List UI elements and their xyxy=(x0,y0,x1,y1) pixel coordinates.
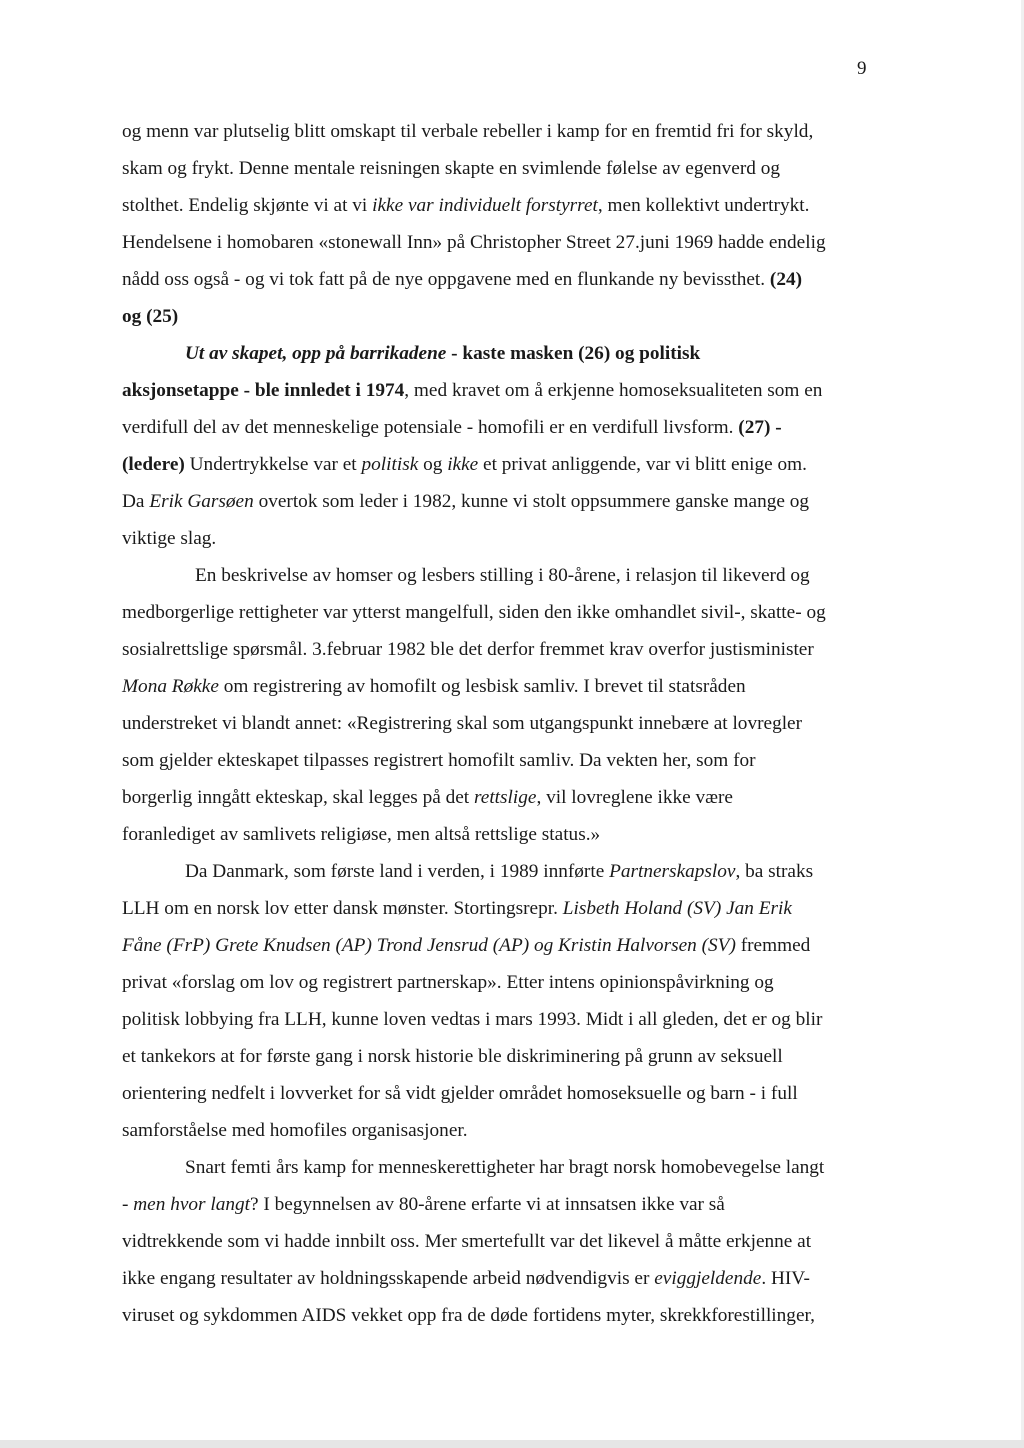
text-line xyxy=(122,1297,882,1334)
bold-text: - kaste masken (26) og politisk xyxy=(446,343,701,364)
text-segment: viktige slag. xyxy=(122,528,217,549)
text-line xyxy=(122,594,882,631)
text-line xyxy=(122,557,882,594)
text-line xyxy=(122,927,882,964)
text-line xyxy=(122,483,882,520)
text-segment: - xyxy=(122,1194,134,1215)
text-segment: samforståelse med homofiles organisasjoner. xyxy=(122,1120,468,1141)
text-line xyxy=(122,446,882,483)
text-segment: foranlediget av samlivets religiøse, men altså rettslige status.» xyxy=(122,824,601,845)
emphasis-text: ikke xyxy=(447,454,479,475)
emphasis-text: Mona Røkke xyxy=(122,676,219,697)
text-segment: viruset og sykdommen AIDS vekket opp fra de døde fortidens myter, skrekkforestillinger, xyxy=(122,1305,815,1326)
text-line xyxy=(122,742,882,779)
emphasis-text: men hvor langt xyxy=(133,1194,250,1215)
text-line xyxy=(122,261,882,298)
bold-text: (24) xyxy=(769,269,803,290)
bold-text: aksjonsetappe - ble innledet i 1974 xyxy=(122,380,405,401)
scan-bottom-edge xyxy=(0,1440,1024,1448)
text-segment: . HIV- xyxy=(761,1268,810,1289)
text-segment: overtok som leder i 1982, kunne vi stolt oppsummere ganske mange og xyxy=(253,491,810,512)
bold-text: (ledere) xyxy=(122,454,185,475)
emphasis-text: eviggjeldende xyxy=(654,1268,762,1289)
text-segment: LLH om en norsk lov etter dansk mønster. Stortingsrepr. xyxy=(122,898,563,919)
page-number: 9 xyxy=(857,58,867,79)
text-line xyxy=(122,372,882,409)
text-segment: ikke engang resultater av holdningsskapende arbeid nødvendigvis er xyxy=(122,1268,655,1289)
bold-text: og (25) xyxy=(122,306,179,327)
text-segment: orientering nedfelt i lovverket for så vidt gjelder området homoseksuelle og barn - i full xyxy=(122,1083,798,1104)
bold-text: (27) - xyxy=(738,417,782,438)
text-segment: verdifull del av det menneskelige potensiale - homofili er en verdifull livsform. xyxy=(122,417,739,438)
text-line xyxy=(122,224,882,261)
text-line xyxy=(122,187,882,224)
text-line xyxy=(122,816,882,853)
text-segment: om registrering av homofilt og lesbisk samliv. I brevet til statsråden xyxy=(218,676,746,697)
text-segment: et tankekors at for første gang i norsk historie ble diskriminering på grunn av seksuell xyxy=(122,1046,783,1067)
emphasis-text: politisk xyxy=(361,454,419,475)
text-line xyxy=(122,890,882,927)
text-segment: fremmed xyxy=(735,935,811,956)
text-segment: borgerlig inngått ekteskap, skal legges på det xyxy=(122,787,474,808)
emphasis-text: Fåne (FrP) Grete Knudsen (AP) Trond Jensrud (AP) og Kristin Halvorsen (SV) xyxy=(122,935,736,956)
text-line xyxy=(122,1223,882,1260)
text-line xyxy=(122,964,882,1001)
text-segment: privat «forslag om lov og registrert partnerskap». Etter intens opinionspåvirkning og xyxy=(122,972,774,993)
text-segment: , med kravet om å erkjenne homoseksualiteten som en xyxy=(404,380,823,401)
text-line xyxy=(122,1260,882,1297)
text-segment: , vil lovreglene ikke være xyxy=(536,787,733,808)
text-segment: nådd oss også - og vi tok fatt på de nye oppgavene med en flunkande ny bevissthet. xyxy=(122,269,770,290)
text-segment: som gjelder ekteskapet tilpasses registrert homofilt samliv. Da vekten her, som for xyxy=(122,750,756,771)
text-segment: vidtrekkende som vi hadde innbilt oss. Mer smertefullt var det likevel å måtte erkjenne at xyxy=(122,1231,812,1252)
text-segment: sosialrettslige spørsmål. 3.februar 1982 ble det derfor fremmet krav overfor justisminister xyxy=(122,639,814,660)
emphasis-text: Erik Garsøen xyxy=(149,491,254,512)
text-segment: et privat anliggende, var vi blitt enige om. xyxy=(478,454,807,475)
text-segment: og menn var plutselig blitt omskapt til verbale rebeller i kamp for en fremtid fri for skyld, xyxy=(122,121,814,142)
text-segment: Da xyxy=(122,491,150,512)
text-line xyxy=(122,779,882,816)
text-line xyxy=(122,409,882,446)
text-line xyxy=(122,1001,882,1038)
text-segment: understreket vi blandt annet: «Registrering skal som utgangspunkt innebære at lovregler xyxy=(122,713,803,734)
text-segment: Da Danmark, som første land i verden, i 1989 innførte xyxy=(185,861,610,882)
text-line xyxy=(122,1038,882,1075)
text-segment: ? I begynnelsen av 80-årene erfarte vi at innsatsen ikke var så xyxy=(250,1194,725,1215)
text-segment: , ba straks xyxy=(735,861,814,882)
text-segment: Snart femti års kamp for menneskerettigheter har bragt norsk homobevegelse langt xyxy=(185,1157,825,1178)
emphasis-text: rettslige xyxy=(473,787,537,808)
text-line xyxy=(122,298,882,335)
text-segment: , men kollektivt undertrykt. xyxy=(597,195,810,216)
text-segment: stolthet. Endelig skjønte vi at vi xyxy=(122,195,373,216)
text-line xyxy=(122,1075,882,1112)
emphasis-text: Lisbeth Holand (SV) Jan Erik xyxy=(562,898,792,919)
text-segment: og xyxy=(418,454,448,475)
text-segment: politisk lobbying fra LLH, kunne loven vedtas i mars 1993. Midt i all gleden, det er og blir xyxy=(122,1009,823,1030)
emphasis-text: Partnerskapslov xyxy=(609,861,736,882)
text-segment: Undertrykkelse var et xyxy=(184,454,362,475)
text-line xyxy=(122,335,882,372)
text-segment: En beskrivelse av homser og lesbers stilling i 80-årene, i relasjon til likeverd og xyxy=(195,565,810,586)
text-line xyxy=(122,705,882,742)
emphasis-text: ikke var individuelt forstyrret xyxy=(372,195,598,216)
emphasis-text: Ut av skapet, opp på barrikadene xyxy=(185,343,447,364)
text-line xyxy=(122,150,882,187)
text-line xyxy=(122,631,882,668)
text-line xyxy=(122,113,882,150)
document-body xyxy=(122,113,882,1334)
text-line xyxy=(122,1186,882,1223)
text-segment: Hendelsene i homobaren «stonewall Inn» på Christopher Street 27.juni 1969 hadde endelig xyxy=(122,232,826,253)
text-line xyxy=(122,668,882,705)
text-line xyxy=(122,1112,882,1149)
text-line xyxy=(122,1149,882,1186)
text-segment: medborgerlige rettigheter var ytterst mangelfull, siden den ikke omhandlet sivil-, skatte- og xyxy=(122,602,826,623)
text-line xyxy=(122,853,882,890)
text-line xyxy=(122,520,882,557)
text-segment: skam og frykt. Denne mentale reisningen skapte en svimlende følelse av egenverd og xyxy=(122,158,781,179)
